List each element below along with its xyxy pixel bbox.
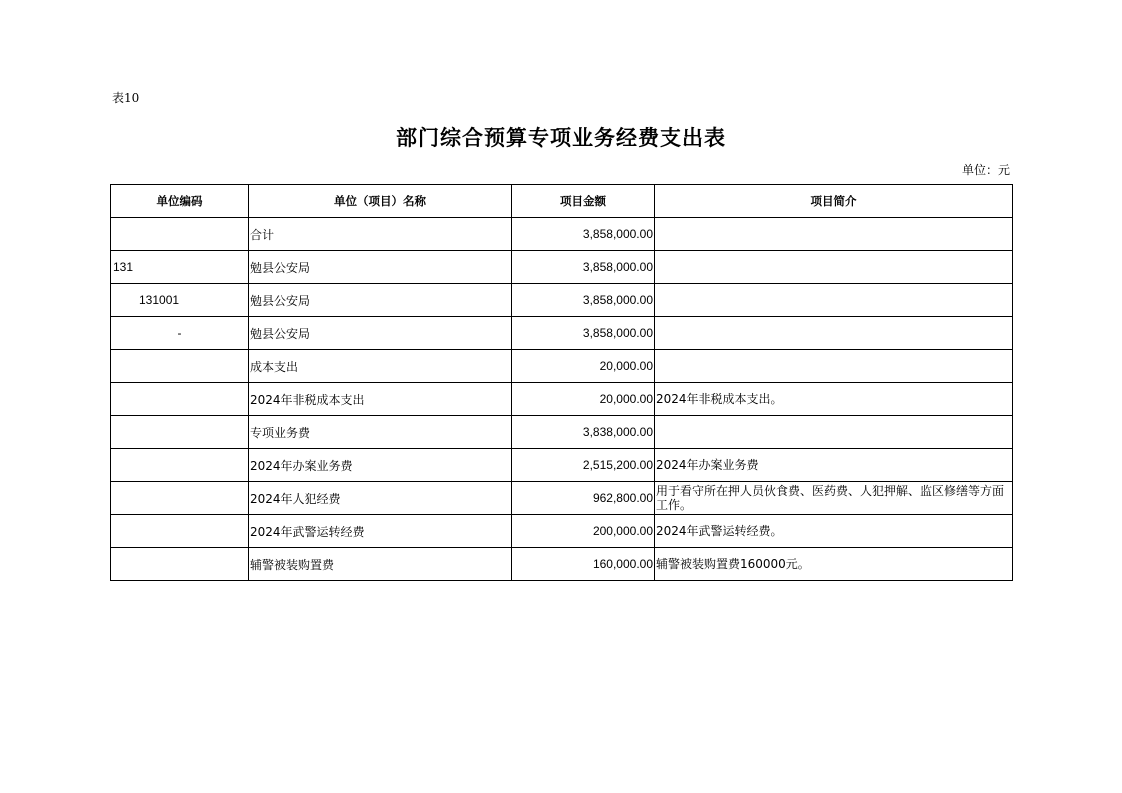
table-number-label: 表10 bbox=[112, 91, 140, 105]
cell-amount: 20,000.00 bbox=[512, 350, 655, 383]
cell-description bbox=[655, 416, 1013, 449]
cell-code: 131 bbox=[111, 251, 249, 284]
table-row bbox=[111, 284, 1013, 317]
cell-name: 成本支出 bbox=[249, 350, 512, 383]
cell-name: 合计 bbox=[249, 218, 512, 251]
unit-label: 单位：元 bbox=[961, 163, 1010, 177]
table-row bbox=[111, 416, 1013, 449]
header-unit-name: 单位（项目）名称 bbox=[249, 185, 512, 218]
table-row bbox=[111, 218, 1013, 251]
table-row bbox=[111, 548, 1013, 581]
table-row bbox=[111, 383, 1013, 416]
cell-amount: 2,515,200.00 bbox=[512, 449, 655, 482]
cell-description: 用于看守所在押人员伙食费、医药费、人犯押解、监区修缮等方面工作。 bbox=[655, 482, 1013, 515]
cell-amount: 3,858,000.00 bbox=[512, 284, 655, 317]
cell-code: - bbox=[111, 317, 249, 350]
table-row bbox=[111, 350, 1013, 383]
cell-code bbox=[111, 482, 249, 515]
cell-amount: 200,000.00 bbox=[512, 515, 655, 548]
cell-code bbox=[111, 515, 249, 548]
table-row bbox=[111, 449, 1013, 482]
cell-description: 2024年非税成本支出。 bbox=[655, 383, 1013, 416]
cell-description bbox=[655, 284, 1013, 317]
cell-code bbox=[111, 383, 249, 416]
cell-name: 2024年人犯经费 bbox=[249, 482, 512, 515]
table-row bbox=[111, 515, 1013, 548]
cell-name: 专项业务费 bbox=[249, 416, 512, 449]
cell-amount: 962,800.00 bbox=[512, 482, 655, 515]
cell-description bbox=[655, 317, 1013, 350]
cell-code bbox=[111, 548, 249, 581]
cell-description: 2024年武警运转经费。 bbox=[655, 515, 1013, 548]
cell-code: 131001 bbox=[111, 284, 249, 317]
cell-amount: 3,858,000.00 bbox=[512, 317, 655, 350]
cell-name: 2024年办案业务费 bbox=[249, 449, 512, 482]
cell-name: 辅警被装购置费 bbox=[249, 548, 512, 581]
cell-name: 勉县公安局 bbox=[249, 317, 512, 350]
table-row bbox=[111, 482, 1013, 515]
cell-description: 2024年办案业务费 bbox=[655, 449, 1013, 482]
cell-amount: 20,000.00 bbox=[512, 383, 655, 416]
cell-amount: 3,858,000.00 bbox=[512, 251, 655, 284]
cell-code bbox=[111, 350, 249, 383]
table-header-row bbox=[111, 185, 1013, 218]
table-row bbox=[111, 251, 1013, 284]
cell-description bbox=[655, 251, 1013, 284]
cell-name: 2024年武警运转经费 bbox=[249, 515, 512, 548]
cell-amount: 3,858,000.00 bbox=[512, 218, 655, 251]
cell-code bbox=[111, 449, 249, 482]
document-title: 部门综合预算专项业务经费支出表 bbox=[396, 126, 726, 150]
header-project-amount: 项目金额 bbox=[512, 185, 655, 218]
cell-amount: 160,000.00 bbox=[512, 548, 655, 581]
cell-name: 勉县公安局 bbox=[249, 284, 512, 317]
cell-name: 勉县公安局 bbox=[249, 251, 512, 284]
cell-code bbox=[111, 218, 249, 251]
cell-description bbox=[655, 218, 1013, 251]
cell-amount: 3,838,000.00 bbox=[512, 416, 655, 449]
table-row bbox=[111, 317, 1013, 350]
cell-name: 2024年非税成本支出 bbox=[249, 383, 512, 416]
cell-description: 辅警被装购置费160000元。 bbox=[655, 548, 1013, 581]
budget-table bbox=[110, 184, 1013, 581]
cell-code bbox=[111, 416, 249, 449]
header-project-description: 项目简介 bbox=[655, 185, 1013, 218]
cell-description bbox=[655, 350, 1013, 383]
header-unit-code: 单位编码 bbox=[111, 185, 249, 218]
